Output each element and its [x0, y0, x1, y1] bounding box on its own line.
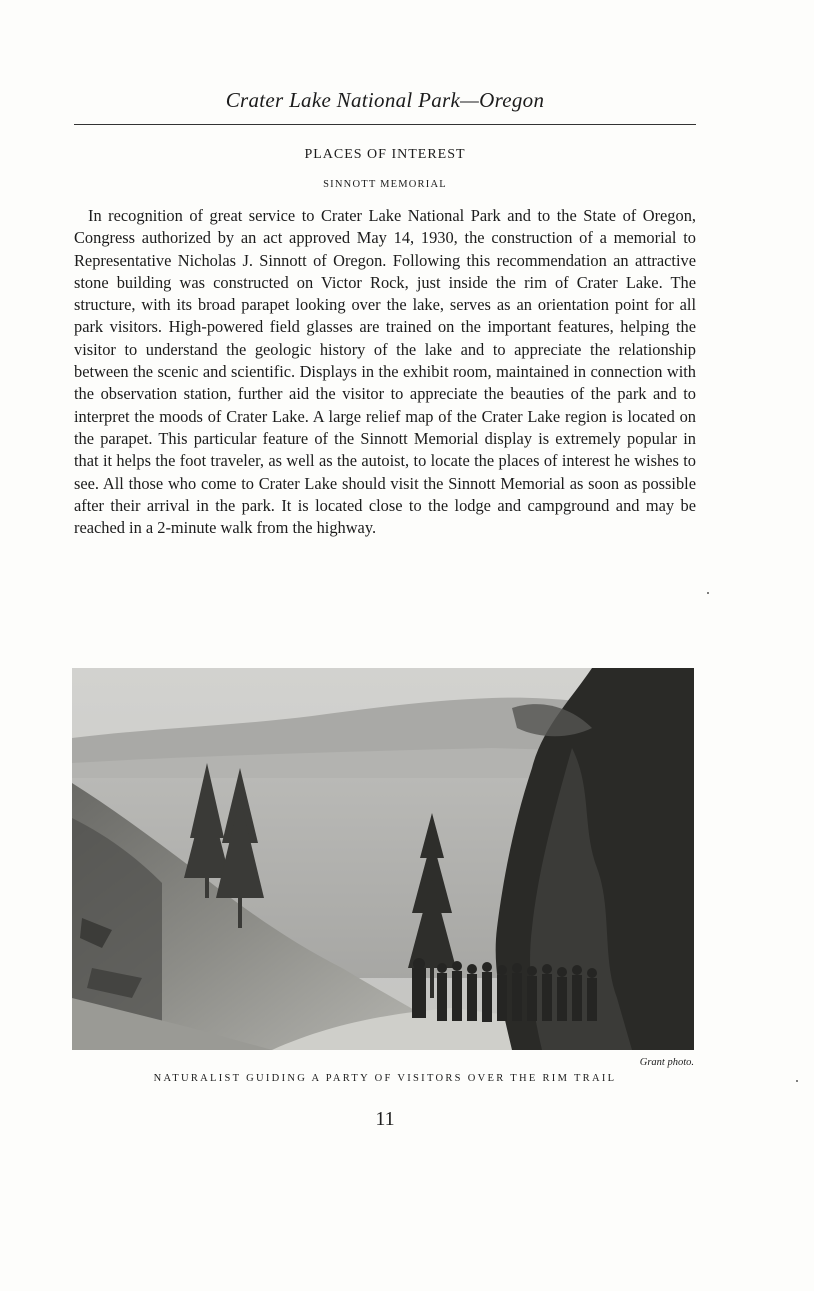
- print-speck: [796, 1080, 798, 1082]
- page-number: 11: [375, 1108, 395, 1130]
- subsection-title: SINNOTT MEMORIAL: [323, 179, 447, 190]
- section-title: PLACES OF INTEREST: [304, 147, 466, 162]
- print-speck: [707, 592, 709, 594]
- photo-illustration: [72, 668, 694, 1050]
- photo-credit: Grant photo.: [639, 1057, 694, 1068]
- running-head: Crater Lake National Park—Oregon: [225, 88, 545, 112]
- photo-caption: NATURALIST GUIDING A PARTY OF VISITORS OVER THE RIM TRAIL: [153, 1073, 617, 1084]
- header-rule: [74, 124, 696, 125]
- body-paragraph: In recognition of great service to Crater Lake National Park and to the State of Oregon, Congress authorized by an act approved May 14, 1930, the construction of a memorial to Representative Nicholas J. Sinnott of Oregon. Following this recommendation an attractive stone building was constructed on Victor Rock, just inside the rim of Crater Lake. The structure, with its broad parapet looking over the lake, serves as an orientation point for all park visitors. High-powered field glasses are trained on the important features, helping the visitor to understand the geologic history of the lake and to appreciate the relationship between the scenic and scientific. Displays in the exhibit room, maintained in connection with the observation station, further aid the visitor to appreciate the beauties of the park and to interpret the moods of Crater Lake. A large relief map of the Crater Lake region is located on the parapet. This particular feature of the Sinnott Memorial display is extremely popular in that it helps the foot traveler, as well as the autoist, to locate the places of interest he wishes to see. All those who come to Crater Lake should visit the Sinnott Memorial as soon as possible after their arrival in the park. It is located close to the lodge and campground and may be reached in a 2-minute walk from the highway.: [74, 206, 696, 538]
- rim-trail-photo: [72, 668, 694, 1050]
